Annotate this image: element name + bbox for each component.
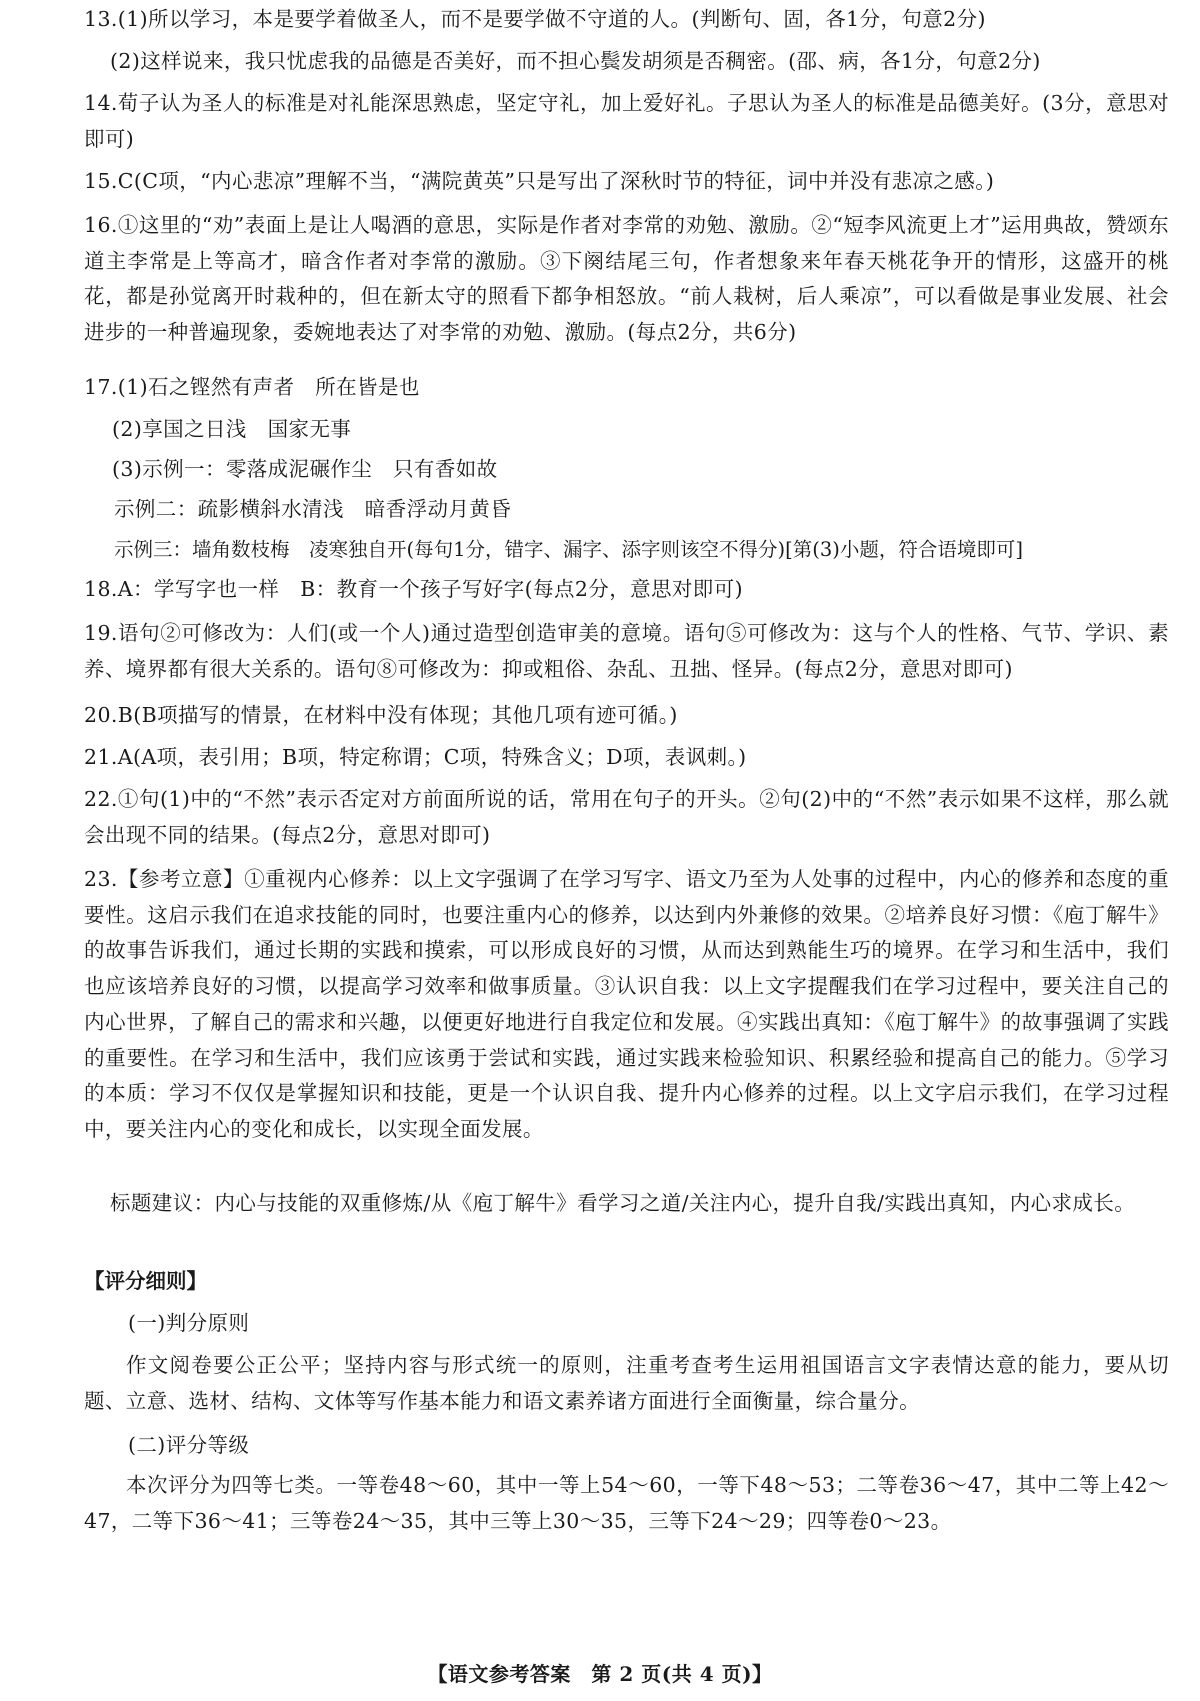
page-footer: 【语文参考答案 第 2 页(共 4 页)】 xyxy=(427,1662,773,1686)
answer-17-1: 17.(1)石之铿然有声者 所在皆是也 xyxy=(84,375,420,399)
answer-17-2: (2)享国之日浅 国家无事 xyxy=(112,417,352,441)
title-suggestion: 标题建议：内心与技能的双重修炼/从《庖丁解牛》看学习之道/关注内心，提升自我/实践出真知，内心求成长。 xyxy=(110,1191,1136,1215)
answer-14: 14.荀子认为圣人的标准是对礼能深思熟虑，坚定守礼，加上爱好礼。子思认为圣人的标准是品德美好。(3分，意思对即可) xyxy=(84,91,1169,151)
rubric-grade-text: 本次评分为四等七类。一等卷48～60，其中一等上54～60，一等下48～53；二等卷36～47，其中二等上42～47，二等下36～41；三等卷24～35，其中三等上30～35，三等下24～29；四等卷0～23。 xyxy=(84,1473,1169,1533)
rubric-principle-text: 作文阅卷要公正公平；坚持内容与形式统一的原则，注重考查考生运用祖国语言文字表情达意的能力，要从切题、立意、选材、结构、文体等写作基本能力和语文素养诸方面进行全面衡量，综合量分。 xyxy=(84,1353,1169,1413)
rubric-heading: 【评分细则】 xyxy=(84,1269,207,1293)
answer-23-reference-ideas: 23.【参考立意】①重视内心修养：以上文字强调了在学习写字、语文乃至为人处事的过程中，内心的修养和态度的重要性。这启示我们在追求技能的同时，也要注重内心的修养，以达到内外兼修的效果。②培养良好习惯：《庖丁解牛》的故事告诉我们，通过长期的实践和摸索，可以形成良好的习惯，从而达到熟能生巧的境界。在学习和生活中，我们也应该培养良好的习惯，以提高学习效率和做事质量。③认识自我：以上文字提醒我们在学习过程中，要关注自己的内心世界，了解自己的需求和兴趣，以便更好地进行自我定位和发展。④实践出真知：《庖丁解牛》的故事强调了实践的重要性。在学习和生活中，我们应该勇于尝试和实践，通过实践来检验知识、积累经验和提高自己的能力。⑤学习的本质：学习不仅仅是掌握知识和技能，更是一个认识自我、提升内心修养的过程。以上文字启示我们，在学习过程中，要关注内心的变化和成长，以实现全面发展。 xyxy=(84,867,1169,1141)
answer-15: 15.C(C项，“内心悲凉”理解不当，“满院黄英”只是写出了深秋时节的特征，词中并没有悲凉之感。) xyxy=(84,169,995,193)
answer-19: 19.语句②可修改为：人们(或一个人)通过造型创造审美的意境。语句⑤可修改为：这与个人的性格、气节、学识、素养、境界都有很大关系的。语句⑧可修改为：抑或粗俗、杂乱、丑拙、怪异。(每点2分，意思对即可) xyxy=(84,621,1169,681)
rubric-grade-heading: (二)评分等级 xyxy=(128,1433,250,1457)
answer-17-3-example-2: 示例二：疏影横斜水清浅 暗香浮动月黄昏 xyxy=(114,497,512,521)
answer-17-3-example-3: 示例三：墙角数枝梅 凌寒独自开(每句1分，错字、漏字、添字则该空不得分)[第(3)小题，符合语境即可] xyxy=(114,538,1023,561)
answer-13-1: 13.(1)所以学习，本是要学着做圣人，而不是要学做不守道的人。(判断句、固，各1分，句意2分) xyxy=(84,7,986,31)
answer-17-3: (3)示例一：零落成泥碾作尘 只有香如故 xyxy=(112,457,498,481)
answer-21: 21.A(A项，表引用；B项，特定称谓；C项，特殊含义；D项，表讽刺。) xyxy=(84,745,747,769)
rubric-principle-heading: (一)判分原则 xyxy=(128,1311,250,1335)
answer-20: 20.B(B项描写的情景，在材料中没有体现；其他几项有迹可循。) xyxy=(84,703,678,727)
answer-16: 16.①这里的“劝”表面上是让人喝酒的意思，实际是作者对李常的劝勉、激励。②“短李风流更上才”运用典故，赞颂东道主李常是上等高才，暗含作者对李常的激励。③下阕结尾三句，作者想象来年春天桃花争开的情形，这盛开的桃花，都是孙觉离开时栽种的，但在新太守的照看下都争相怒放。“前人栽树，后人乘凉”，可以看做是事业发展、社会进步的一种普遍现象，委婉地表达了对李常的劝勉、激励。(每点2分，共6分) xyxy=(84,213,1169,345)
answer-22: 22.①句(1)中的“不然”表示否定对方前面所说的话，常用在句子的开头。②句(2)中的“不然”表示如果不这样，那么就会出现不同的结果。(每点2分，意思对即可) xyxy=(84,787,1169,847)
answer-18: 18.A：学写字也一样 B：教育一个孩子写好字(每点2分，意思对即可) xyxy=(84,577,744,601)
answer-13-2: (2)这样说来，我只忧虑我的品德是否美好，而不担心鬓发胡须是否稠密。(邵、病，各1分，句意2分) xyxy=(110,49,1041,73)
